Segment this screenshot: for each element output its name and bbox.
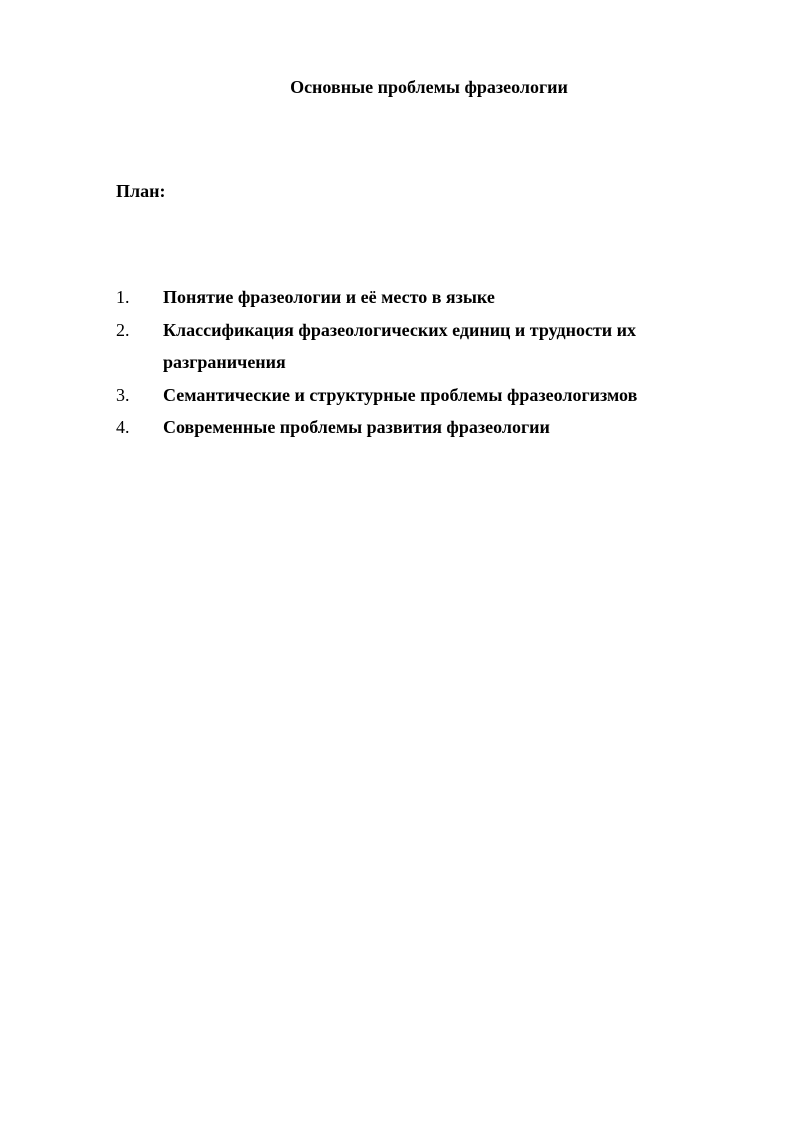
plan-item-number: 1.	[116, 287, 130, 307]
plan-item-number: 4.	[116, 417, 130, 437]
plan-item-4	[116, 411, 696, 444]
plan-item-text: Понятие фразеологии и её место в языке	[163, 287, 495, 307]
document-title: Основные проблемы фразеологии	[290, 77, 568, 97]
plan-item-number: 3.	[116, 384, 130, 405]
plan-item-2	[116, 314, 696, 379]
plan-item-1	[116, 281, 696, 314]
plan-item-text: Классификация фразеологических единиц и трудности их разграничения	[163, 319, 637, 372]
plan-item-3	[116, 379, 696, 412]
plan-item-text: Семантические и структурные проблемы фразеологизмов	[163, 384, 638, 405]
plan-item-number: 2.	[116, 319, 130, 340]
plan-list	[116, 281, 696, 444]
plan-heading: План:	[116, 181, 166, 201]
plan-item-text: Современные проблемы развития фразеологии	[163, 417, 550, 437]
